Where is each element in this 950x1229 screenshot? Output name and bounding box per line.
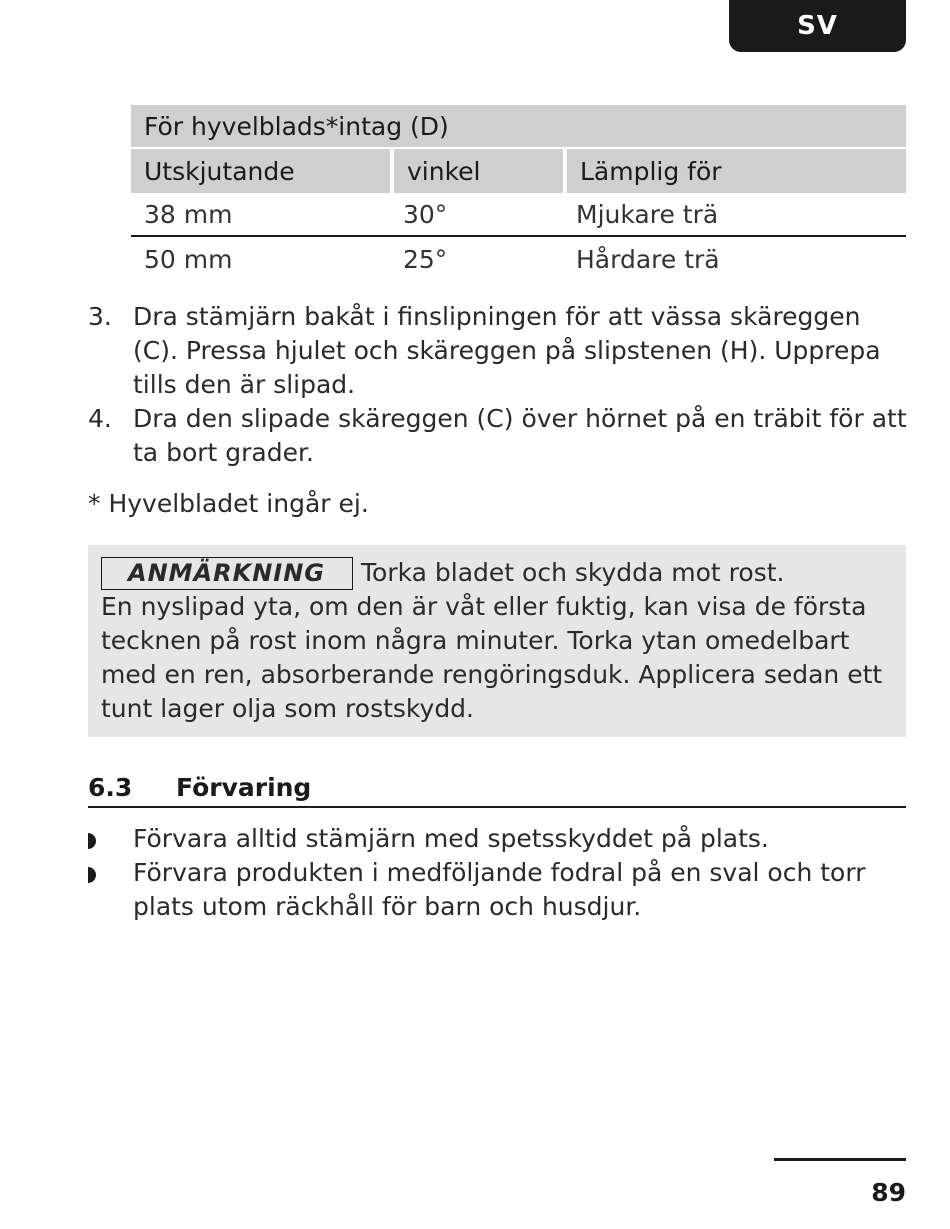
column-header-suitable-for: Lämplig för xyxy=(563,149,906,193)
table-cell: Mjukare trä xyxy=(563,193,906,237)
list-item xyxy=(88,856,908,924)
section-number: 6.3 xyxy=(88,773,133,802)
table-row xyxy=(131,237,906,281)
language-tab xyxy=(729,0,906,52)
notice-headline: Torka bladet och skydda mot rost. xyxy=(361,558,785,587)
half-circle-bullet-icon xyxy=(88,833,100,849)
blade-setting-table xyxy=(131,105,906,281)
list-item xyxy=(88,822,908,856)
section-heading xyxy=(88,770,906,808)
table-row xyxy=(131,193,906,237)
table-cell: 50 mm xyxy=(144,244,233,274)
step-text: Dra stämjärn bakåt i finslipningen för att vässa skäreggen (C). Pressa hjulet och skäreggen på slipstenen (H). Upprepa tills den är slipad. xyxy=(133,302,881,399)
notice-label: ANMÄRKNING xyxy=(101,557,353,590)
notice-body: En nyslipad yta, om den är våt eller fuktig, kan visa de första tecknen på rost inom några minuter. Torka ytan omedelbart med en ren, absorberande rengöringsduk. Applicera sedan ett tunt lager olja som rostskydd. xyxy=(101,592,883,723)
language-tag-text: SV xyxy=(797,11,838,41)
table-title-row xyxy=(131,105,906,149)
list-item xyxy=(88,300,908,402)
list-item xyxy=(88,402,908,470)
bullet-text: Förvara produkten i medföljande fodral på en sval och torr plats utom räckhåll för barn och husdjur. xyxy=(133,858,866,921)
instruction-steps xyxy=(88,300,908,470)
column-header-angle: vinkel xyxy=(390,149,563,193)
table-cell: 30° xyxy=(390,193,563,237)
step-number: 3. xyxy=(88,302,112,331)
page-number: 89 xyxy=(871,1178,906,1207)
half-circle-bullet-icon xyxy=(88,867,100,883)
footnote: * Hyvelbladet ingår ej. xyxy=(88,489,369,518)
bullet-text: Förvara alltid stämjärn med spetsskyddet på plats. xyxy=(133,824,769,853)
table-cell: 25° xyxy=(403,244,448,274)
table-cell: 38 mm xyxy=(131,193,390,237)
storage-bullet-list xyxy=(88,822,908,924)
table-title: För hyvelblads*intag (D) xyxy=(131,105,906,149)
section-title: Förvaring xyxy=(176,773,312,802)
notice-box xyxy=(88,545,906,737)
table-header-row xyxy=(131,149,906,193)
step-text: Dra den slipade skäreggen (C) över hörnet på en träbit för att ta bort grader. xyxy=(133,404,907,467)
column-header-projection: Utskjutande xyxy=(131,149,390,193)
step-number: 4. xyxy=(88,404,112,433)
footer-divider xyxy=(774,1158,906,1161)
table-cell: Hårdare trä xyxy=(576,244,720,274)
